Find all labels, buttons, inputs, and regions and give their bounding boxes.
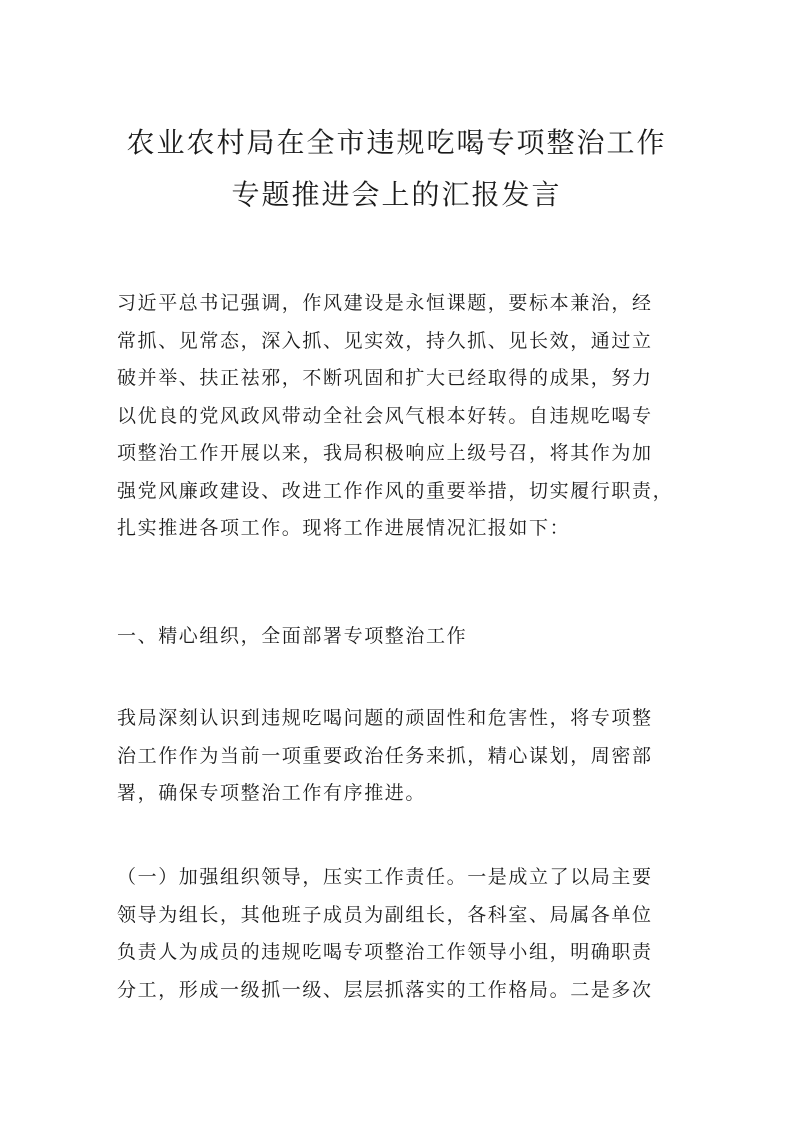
text-line: 领导为组长，其他班子成员为副组长，各科室、局属各单位: [117, 903, 653, 926]
text-line: 强党风廉政建设、改进工作作风的重要举措，切实履行职责，: [117, 479, 674, 502]
text-line: 治工作作为当前一项重要政治任务来抓，精心谋划，周密部: [117, 744, 653, 767]
intro-paragraph: [117, 285, 697, 548]
text-line: 破并举、扶正祛邪，不断巩固和扩大已经取得的成果，努力: [117, 367, 653, 389]
text-line: 分工，形成一级抓一级、层层抓落实的工作格局。二是多次: [117, 978, 653, 1001]
subsection-paragraph: [117, 859, 697, 1009]
document-title-line-2: 专题推进会上的汇报发言: [231, 178, 562, 211]
section-heading-text: 一、精心组织，全面部署专项整治工作: [117, 625, 468, 647]
text-line: 我局深刻认识到违规吃喝问题的顽固性和危害性，将专项整: [117, 707, 653, 729]
text-line: 署，确保专项整治工作有序推进。: [117, 782, 427, 804]
text-line: 常抓、见常态，深入抓、见实效，持久抓、见长效，通过立: [117, 329, 653, 352]
text-line: （一）加强组织领导，压实工作责任。一是成立了以局主要: [117, 866, 653, 888]
document-title-line-1: 农业农村局在全市违规吃喝专项整治工作: [126, 126, 667, 159]
section-paragraph: [117, 700, 697, 813]
text-line: 负责人为成员的违规吃喝专项整治工作领导小组，明确职责: [117, 941, 653, 963]
text-line: 以优良的党风政风带动全社会风气根本好转。自违规吃喝专: [117, 404, 653, 427]
section-heading: [117, 618, 697, 656]
text-line: 习近平总书记强调，作风建设是永恒课题，要标本兼治，经: [117, 292, 653, 314]
text-line: 扎实推进各项工作。现将工作进展情况汇报如下：: [117, 517, 571, 539]
text-line: 项整治工作开展以来，我局积极响应上级号召，将其作为加: [117, 442, 653, 464]
